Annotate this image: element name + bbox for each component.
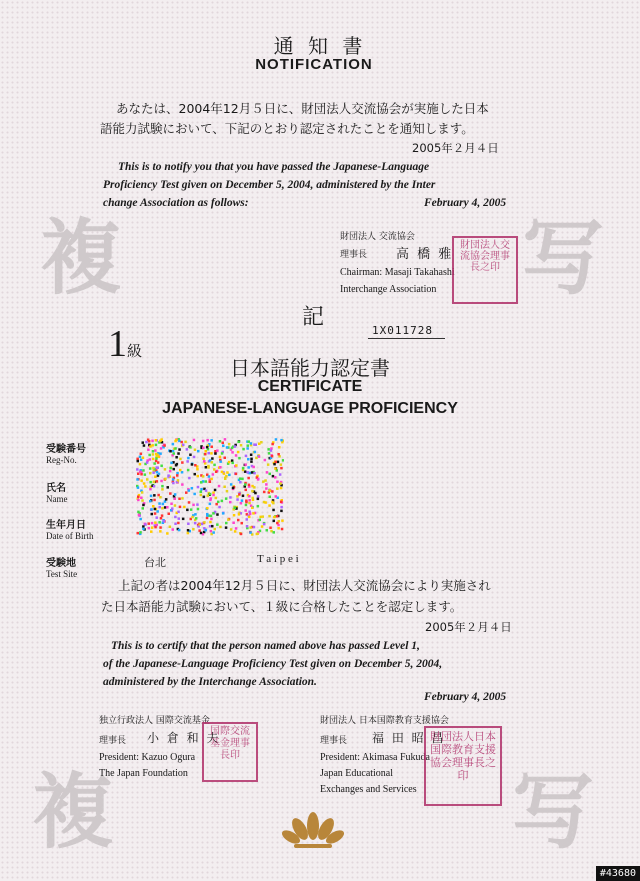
signer-right-title-ja: 理事長 bbox=[320, 736, 348, 746]
signer1-en-1: Chairman: Masaji Takahashi bbox=[340, 267, 455, 278]
certify-body-ja-2: た日本語能力試験において、１級に合格したことを認定します。 bbox=[101, 599, 463, 614]
signer-right-name-ja: 福 田 昭 昌 bbox=[372, 731, 446, 745]
notification-body-en-2: Proficiency Test given on December 5, 2004, administered by the Inter bbox=[103, 179, 436, 191]
certificate-title-ja: 日本語能力認定書 bbox=[230, 356, 390, 380]
redacted-personal-info bbox=[136, 438, 284, 536]
notification-body-ja-2: 語能力試験において、下記のとおり認定されたことを通知します。 bbox=[100, 121, 474, 136]
signer1-org-ja: 財団法人 交流協会 bbox=[340, 232, 415, 242]
certify-body-en-2: of the Japanese-Language Proficiency Test given on December 5, 2004, bbox=[103, 658, 443, 670]
field-name-en: Name bbox=[46, 494, 68, 504]
certify-body-en-3: administered by the Interchange Association. bbox=[103, 676, 317, 688]
field-test-site-ja: 受験地 bbox=[46, 558, 76, 569]
signer-left-org-ja: 独立行政法人 国際交流基金 bbox=[99, 716, 210, 726]
signer-right-org-ja: 財団法人 日本国際教育支援協会 bbox=[320, 716, 449, 726]
certify-body-ja-1: 上記の者は2004年12月５日に、財団法人交流協会により実施され bbox=[118, 578, 491, 593]
seal-interchange-association: 財団法人交流協会理事長之印 bbox=[452, 236, 518, 304]
field-reg-no-en: Reg-No. bbox=[46, 455, 77, 465]
field-name-ja: 氏名 bbox=[46, 483, 66, 494]
signer-left-name-ja: 小 倉 和 夫 bbox=[147, 731, 221, 745]
notification-body-en-3: change Association as follows: bbox=[103, 197, 249, 209]
certify-body-en-1: This is to certify that the person named above has passed Level 1, bbox=[111, 640, 420, 652]
certificate-title-en1: CERTIFICATE bbox=[257, 378, 363, 395]
field-test-site-en: Test Site bbox=[46, 569, 78, 579]
signer-left-title-ja: 理事長 bbox=[99, 736, 127, 746]
certificate-title-en2: JAPANESE-LANGUAGE PROFICIENCY bbox=[162, 400, 458, 417]
signer-right-en-1: President: Akimasa Fukuda bbox=[320, 752, 430, 763]
signer-left-en-1: President: Kazuo Ogura bbox=[99, 752, 196, 763]
watermark-fuku-bottom: 複 bbox=[32, 765, 115, 860]
notification-body-ja-1: あなたは、2004年12月５日に、財団法人交流協会が実施した日本 bbox=[116, 101, 489, 116]
seal-jees: 財団法人日本国際教育支援協会理事長之印 bbox=[424, 726, 502, 806]
signer-left-en-2: The Japan Foundation bbox=[99, 768, 188, 779]
certify-date-en: February 4, 2005 bbox=[424, 691, 507, 703]
test-site-ja: 台北 bbox=[144, 556, 166, 569]
level-suffix: 級 bbox=[127, 342, 143, 360]
certify-date-ja: 2005年２月４日 bbox=[425, 620, 512, 634]
field-reg-no-ja: 受験番号 bbox=[46, 444, 86, 455]
notification-title-en: NOTIFICATION bbox=[255, 56, 373, 73]
notification-body-en-1: This is to notify you that you have passed the Japanese-Language bbox=[118, 161, 430, 173]
seal-japan-foundation: 国際交流基金理事長印 bbox=[202, 722, 258, 782]
paulownia-emblem-icon bbox=[282, 806, 344, 854]
watermark-sha-bottom: 写 bbox=[512, 765, 595, 860]
notification-date-en: February 4, 2005 bbox=[424, 197, 507, 209]
signer1-en-2: Interchange Association bbox=[340, 284, 437, 295]
signer1-name-ja: 高 橋 雅 bbox=[396, 247, 454, 262]
field-dob-en: Date of Birth bbox=[46, 531, 94, 541]
image-id-badge: #43680 bbox=[596, 866, 640, 881]
signer1-title-ja: 理事長 bbox=[340, 250, 368, 260]
certificate-number: 1X011728 bbox=[368, 324, 445, 339]
notification-date-ja: 2005年２月４日 bbox=[412, 141, 499, 155]
field-dob-ja: 生年月日 bbox=[46, 520, 86, 531]
notification-title-ja: 通 知 書 bbox=[273, 34, 367, 58]
watermark-sha-top: 写 bbox=[522, 211, 605, 306]
signer-right-en-3: Exchanges and Services bbox=[320, 784, 417, 795]
level-number: 1 bbox=[108, 323, 127, 365]
test-site-en: T a i p e i bbox=[257, 553, 299, 565]
record-mark: 記 bbox=[302, 305, 325, 330]
watermark-fuku-top: 複 bbox=[40, 211, 123, 306]
signer-right-en-2: Japan Educational bbox=[320, 768, 394, 779]
